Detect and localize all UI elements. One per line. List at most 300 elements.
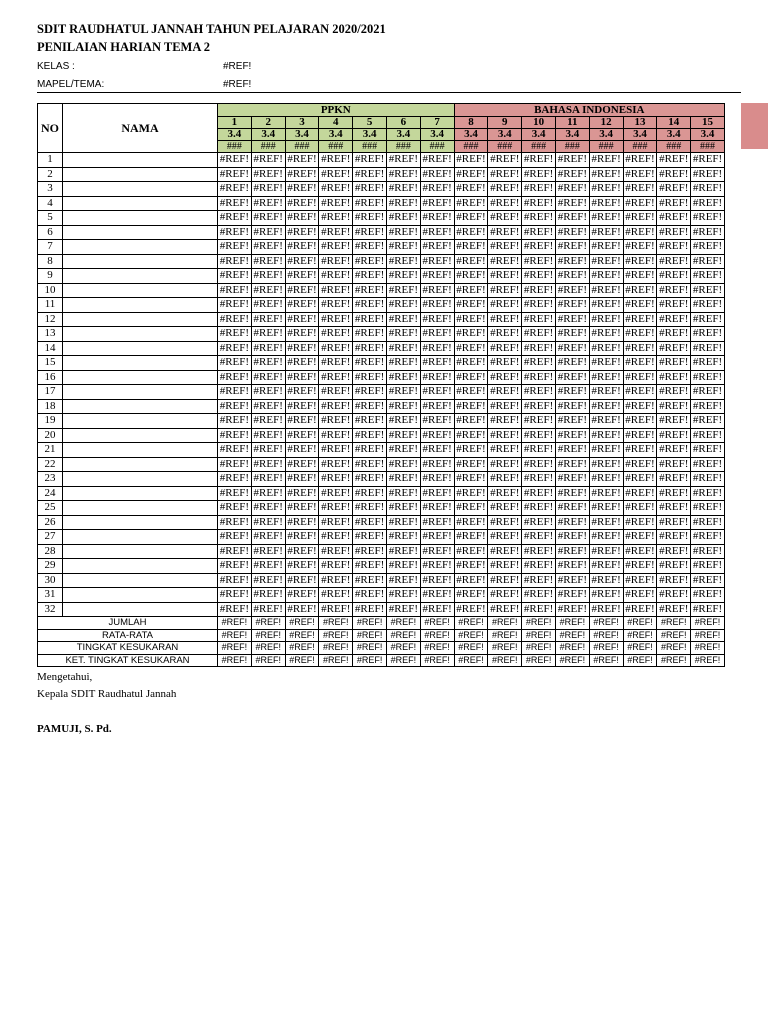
- score-cell: #REF!: [454, 167, 488, 182]
- student-name-cell: [63, 544, 218, 559]
- student-name-cell: [63, 211, 218, 226]
- score-cell: #REF!: [454, 602, 488, 617]
- row-number: 28: [38, 544, 63, 559]
- score-cell: #REF!: [555, 530, 589, 545]
- score-cell: #REF!: [623, 399, 657, 414]
- score-cell: #REF!: [353, 298, 387, 313]
- score-cell: #REF!: [386, 327, 420, 342]
- score-table: [37, 103, 725, 667]
- hash-cell: ###: [420, 141, 454, 153]
- student-name-cell: [63, 225, 218, 240]
- score-cell: #REF!: [251, 385, 285, 400]
- row-number: 10: [38, 283, 63, 298]
- summary-cell: #REF!: [319, 617, 353, 630]
- score-cell: #REF!: [319, 486, 353, 501]
- score-cell: #REF!: [691, 211, 725, 226]
- summary-cell: #REF!: [218, 654, 252, 667]
- summary-cell: #REF!: [218, 617, 252, 630]
- row-number: 26: [38, 515, 63, 530]
- row-number: 1: [38, 153, 63, 168]
- score-cell: #REF!: [285, 356, 319, 371]
- table-row: [38, 153, 725, 168]
- hash-cell: ###: [319, 141, 353, 153]
- table-row: [38, 544, 725, 559]
- score-cell: #REF!: [454, 298, 488, 313]
- row-number: 6: [38, 225, 63, 240]
- score-cell: #REF!: [218, 182, 252, 197]
- score-cell: #REF!: [319, 269, 353, 284]
- summary-cell: #REF!: [420, 654, 454, 667]
- score-cell: #REF!: [522, 530, 556, 545]
- score-cell: #REF!: [420, 573, 454, 588]
- score-cell: #REF!: [353, 341, 387, 356]
- score-cell: #REF!: [353, 486, 387, 501]
- student-name-cell: [63, 573, 218, 588]
- summary-cell: #REF!: [589, 629, 623, 642]
- summary-cell: #REF!: [251, 629, 285, 642]
- score-cell: #REF!: [218, 312, 252, 327]
- score-cell: #REF!: [623, 211, 657, 226]
- score-cell: #REF!: [522, 399, 556, 414]
- score-cell: #REF!: [691, 312, 725, 327]
- score-cell: #REF!: [623, 414, 657, 429]
- student-name-cell: [63, 501, 218, 516]
- score-cell: #REF!: [420, 370, 454, 385]
- score-cell: #REF!: [218, 385, 252, 400]
- column-number: 7: [420, 117, 454, 129]
- summary-cell: #REF!: [555, 654, 589, 667]
- score-cell: #REF!: [623, 312, 657, 327]
- score-cell: #REF!: [589, 298, 623, 313]
- score-cell: #REF!: [589, 254, 623, 269]
- score-cell: #REF!: [353, 501, 387, 516]
- table-row: [38, 428, 725, 443]
- kelas-label: KELAS :: [37, 61, 75, 72]
- table-row: [38, 385, 725, 400]
- score-cell: #REF!: [589, 196, 623, 211]
- score-cell: #REF!: [623, 443, 657, 458]
- score-cell: #REF!: [623, 283, 657, 298]
- score-cell: #REF!: [657, 414, 691, 429]
- score-cell: #REF!: [657, 486, 691, 501]
- score-cell: #REF!: [386, 356, 420, 371]
- column-number: 10: [522, 117, 556, 129]
- column-number: 12: [589, 117, 623, 129]
- score-cell: #REF!: [454, 472, 488, 487]
- score-cell: #REF!: [488, 457, 522, 472]
- score-cell: #REF!: [657, 428, 691, 443]
- student-name-cell: [63, 283, 218, 298]
- column-number: 8: [454, 117, 488, 129]
- score-cell: #REF!: [589, 515, 623, 530]
- score-cell: #REF!: [420, 211, 454, 226]
- score-cell: #REF!: [623, 428, 657, 443]
- score-cell: #REF!: [488, 588, 522, 603]
- summary-cell: #REF!: [691, 617, 725, 630]
- score-cell: #REF!: [353, 414, 387, 429]
- summary-cell: #REF!: [522, 654, 556, 667]
- score-cell: #REF!: [657, 399, 691, 414]
- student-name-cell: [63, 428, 218, 443]
- score-cell: #REF!: [623, 457, 657, 472]
- table-row: [38, 501, 725, 516]
- score-cell: #REF!: [386, 472, 420, 487]
- assessment-title: PENILAIAN HARIAN TEMA 2: [37, 40, 211, 54]
- table-row: [38, 182, 725, 197]
- table-row: [38, 573, 725, 588]
- mengetahui-text: Mengetahui,: [37, 671, 93, 683]
- score-cell: #REF!: [454, 327, 488, 342]
- score-cell: #REF!: [218, 341, 252, 356]
- column-number: 9: [488, 117, 522, 129]
- row-number: 20: [38, 428, 63, 443]
- score-cell: #REF!: [454, 544, 488, 559]
- hash-cell: ###: [386, 141, 420, 153]
- score-cell: #REF!: [488, 501, 522, 516]
- hash-cell: ###: [454, 141, 488, 153]
- summary-cell: #REF!: [386, 642, 420, 655]
- score-cell: #REF!: [454, 486, 488, 501]
- row-number: 30: [38, 573, 63, 588]
- score-cell: #REF!: [285, 399, 319, 414]
- row-number: 22: [38, 457, 63, 472]
- student-name-cell: [63, 196, 218, 211]
- score-cell: #REF!: [657, 182, 691, 197]
- score-cell: #REF!: [251, 573, 285, 588]
- score-cell: #REF!: [353, 573, 387, 588]
- table-row: [38, 588, 725, 603]
- score-cell: #REF!: [353, 356, 387, 371]
- score-cell: #REF!: [251, 153, 285, 168]
- table-row: [38, 312, 725, 327]
- student-name-cell: [63, 588, 218, 603]
- score-cell: #REF!: [488, 530, 522, 545]
- score-cell: #REF!: [589, 312, 623, 327]
- kd-label: 3.4: [691, 129, 725, 141]
- summary-cell: #REF!: [218, 642, 252, 655]
- score-cell: #REF!: [522, 472, 556, 487]
- score-cell: #REF!: [555, 414, 589, 429]
- score-cell: #REF!: [623, 240, 657, 255]
- row-number: 13: [38, 327, 63, 342]
- score-cell: #REF!: [251, 457, 285, 472]
- score-cell: #REF!: [691, 472, 725, 487]
- score-cell: #REF!: [218, 414, 252, 429]
- score-cell: #REF!: [657, 501, 691, 516]
- summary-cell: #REF!: [319, 642, 353, 655]
- score-cell: #REF!: [454, 573, 488, 588]
- score-cell: #REF!: [522, 225, 556, 240]
- table-row: [38, 283, 725, 298]
- score-cell: #REF!: [657, 602, 691, 617]
- score-cell: #REF!: [522, 240, 556, 255]
- score-cell: #REF!: [353, 167, 387, 182]
- score-cell: #REF!: [319, 588, 353, 603]
- header-divider: [37, 92, 741, 93]
- score-cell: #REF!: [251, 196, 285, 211]
- score-cell: #REF!: [522, 312, 556, 327]
- score-cell: #REF!: [386, 559, 420, 574]
- score-cell: #REF!: [657, 573, 691, 588]
- score-cell: #REF!: [353, 443, 387, 458]
- score-cell: #REF!: [386, 486, 420, 501]
- score-cell: #REF!: [657, 211, 691, 226]
- summary-row: [38, 629, 725, 642]
- summary-cell: #REF!: [623, 654, 657, 667]
- score-cell: #REF!: [555, 269, 589, 284]
- student-name-cell: [63, 370, 218, 385]
- kd-label: 3.4: [522, 129, 556, 141]
- score-cell: #REF!: [420, 298, 454, 313]
- kd-label: 3.4: [623, 129, 657, 141]
- column-number: 13: [623, 117, 657, 129]
- table-row: [38, 225, 725, 240]
- summary-cell: #REF!: [488, 654, 522, 667]
- score-cell: #REF!: [691, 399, 725, 414]
- kd-label: 3.4: [488, 129, 522, 141]
- table-row: [38, 370, 725, 385]
- score-cell: #REF!: [420, 385, 454, 400]
- score-cell: #REF!: [623, 327, 657, 342]
- summary-cell: #REF!: [319, 629, 353, 642]
- summary-cell: #REF!: [285, 642, 319, 655]
- score-cell: #REF!: [420, 457, 454, 472]
- score-cell: #REF!: [420, 240, 454, 255]
- score-cell: #REF!: [319, 385, 353, 400]
- score-cell: #REF!: [319, 472, 353, 487]
- student-name-cell: [63, 269, 218, 284]
- student-name-cell: [63, 472, 218, 487]
- score-cell: #REF!: [623, 573, 657, 588]
- score-cell: #REF!: [285, 341, 319, 356]
- summary-cell: #REF!: [386, 617, 420, 630]
- score-cell: #REF!: [657, 443, 691, 458]
- score-cell: #REF!: [555, 167, 589, 182]
- score-cell: #REF!: [555, 182, 589, 197]
- summary-label: RATA-RATA: [38, 629, 218, 642]
- score-cell: #REF!: [319, 544, 353, 559]
- score-cell: #REF!: [488, 211, 522, 226]
- score-cell: #REF!: [589, 486, 623, 501]
- student-name-cell: [63, 385, 218, 400]
- mapel-value: #REF!: [223, 79, 252, 90]
- no-header: NO: [38, 104, 63, 153]
- score-cell: #REF!: [691, 385, 725, 400]
- table-row: [38, 254, 725, 269]
- highlight-block: [741, 103, 768, 149]
- score-cell: #REF!: [285, 443, 319, 458]
- score-cell: #REF!: [319, 298, 353, 313]
- score-cell: #REF!: [251, 588, 285, 603]
- summary-cell: #REF!: [251, 642, 285, 655]
- score-cell: #REF!: [657, 530, 691, 545]
- summary-cell: #REF!: [623, 642, 657, 655]
- nama-header: NAMA: [63, 104, 218, 153]
- score-cell: #REF!: [353, 327, 387, 342]
- score-cell: #REF!: [522, 486, 556, 501]
- score-cell: #REF!: [386, 443, 420, 458]
- summary-label: TINGKAT KESUKARAN: [38, 642, 218, 655]
- summary-cell: #REF!: [386, 629, 420, 642]
- score-cell: #REF!: [589, 602, 623, 617]
- score-cell: #REF!: [420, 327, 454, 342]
- score-cell: #REF!: [555, 370, 589, 385]
- hash-cell: ###: [218, 141, 252, 153]
- score-cell: #REF!: [386, 428, 420, 443]
- score-cell: #REF!: [386, 530, 420, 545]
- score-cell: #REF!: [488, 399, 522, 414]
- mapel-label: MAPEL/TEMA:: [37, 79, 105, 90]
- score-cell: #REF!: [251, 486, 285, 501]
- summary-cell: #REF!: [420, 617, 454, 630]
- school-title: SDIT RAUDHATUL JANNAH TAHUN PELAJARAN 2020/2021: [37, 22, 386, 36]
- score-cell: #REF!: [522, 501, 556, 516]
- score-cell: #REF!: [420, 225, 454, 240]
- score-cell: #REF!: [251, 443, 285, 458]
- score-cell: #REF!: [488, 486, 522, 501]
- score-cell: #REF!: [386, 515, 420, 530]
- row-number: 16: [38, 370, 63, 385]
- score-cell: #REF!: [319, 312, 353, 327]
- summary-cell: #REF!: [285, 629, 319, 642]
- score-cell: #REF!: [589, 428, 623, 443]
- score-cell: #REF!: [353, 211, 387, 226]
- score-cell: #REF!: [454, 225, 488, 240]
- table-row: [38, 298, 725, 313]
- score-cell: #REF!: [691, 501, 725, 516]
- score-cell: #REF!: [218, 196, 252, 211]
- score-cell: #REF!: [386, 399, 420, 414]
- score-cell: #REF!: [623, 559, 657, 574]
- score-cell: #REF!: [488, 269, 522, 284]
- score-cell: #REF!: [218, 370, 252, 385]
- score-cell: #REF!: [488, 312, 522, 327]
- score-cell: #REF!: [285, 544, 319, 559]
- score-cell: #REF!: [589, 240, 623, 255]
- score-cell: #REF!: [420, 501, 454, 516]
- score-cell: #REF!: [623, 167, 657, 182]
- score-cell: #REF!: [488, 283, 522, 298]
- score-cell: #REF!: [386, 370, 420, 385]
- hash-cell: ###: [522, 141, 556, 153]
- score-cell: #REF!: [522, 269, 556, 284]
- summary-label: KET. TINGKAT KESUKARAN: [38, 654, 218, 667]
- score-cell: #REF!: [386, 341, 420, 356]
- score-cell: #REF!: [285, 167, 319, 182]
- summary-cell: #REF!: [657, 654, 691, 667]
- score-cell: #REF!: [522, 196, 556, 211]
- column-number: 3: [285, 117, 319, 129]
- row-number: 31: [38, 588, 63, 603]
- score-cell: #REF!: [589, 225, 623, 240]
- row-number: 2: [38, 167, 63, 182]
- score-cell: #REF!: [319, 211, 353, 226]
- group-header-ppkn: PPKN: [218, 104, 455, 117]
- table-row: [38, 472, 725, 487]
- score-cell: #REF!: [657, 312, 691, 327]
- score-cell: #REF!: [522, 414, 556, 429]
- score-cell: #REF!: [657, 254, 691, 269]
- summary-cell: #REF!: [251, 617, 285, 630]
- score-cell: #REF!: [218, 399, 252, 414]
- student-name-cell: [63, 341, 218, 356]
- score-cell: #REF!: [488, 167, 522, 182]
- score-cell: #REF!: [691, 457, 725, 472]
- score-cell: #REF!: [319, 327, 353, 342]
- row-number: 24: [38, 486, 63, 501]
- score-cell: #REF!: [589, 283, 623, 298]
- score-cell: #REF!: [555, 428, 589, 443]
- score-cell: #REF!: [522, 254, 556, 269]
- score-cell: #REF!: [657, 167, 691, 182]
- table-row: [38, 211, 725, 226]
- score-cell: #REF!: [386, 501, 420, 516]
- score-cell: #REF!: [218, 515, 252, 530]
- kd-label: 3.4: [218, 129, 252, 141]
- score-cell: #REF!: [420, 182, 454, 197]
- row-number: 18: [38, 399, 63, 414]
- score-cell: #REF!: [454, 530, 488, 545]
- row-number: 32: [38, 602, 63, 617]
- kd-label: 3.4: [555, 129, 589, 141]
- score-cell: #REF!: [386, 196, 420, 211]
- score-cell: #REF!: [454, 341, 488, 356]
- score-cell: #REF!: [353, 269, 387, 284]
- score-cell: #REF!: [454, 211, 488, 226]
- score-cell: #REF!: [589, 327, 623, 342]
- score-cell: #REF!: [319, 153, 353, 168]
- score-cell: #REF!: [454, 196, 488, 211]
- score-cell: #REF!: [251, 225, 285, 240]
- score-cell: #REF!: [657, 457, 691, 472]
- score-cell: #REF!: [623, 472, 657, 487]
- score-cell: #REF!: [691, 370, 725, 385]
- score-cell: #REF!: [691, 544, 725, 559]
- score-cell: #REF!: [420, 544, 454, 559]
- score-cell: #REF!: [488, 414, 522, 429]
- score-cell: #REF!: [488, 443, 522, 458]
- score-cell: #REF!: [657, 559, 691, 574]
- score-cell: #REF!: [623, 602, 657, 617]
- score-cell: #REF!: [623, 370, 657, 385]
- score-cell: #REF!: [285, 573, 319, 588]
- score-cell: #REF!: [386, 240, 420, 255]
- score-cell: #REF!: [386, 167, 420, 182]
- score-cell: #REF!: [589, 167, 623, 182]
- score-cell: #REF!: [285, 385, 319, 400]
- score-cell: #REF!: [522, 182, 556, 197]
- student-name-cell: [63, 414, 218, 429]
- score-cell: #REF!: [386, 588, 420, 603]
- score-cell: #REF!: [623, 269, 657, 284]
- score-cell: #REF!: [218, 544, 252, 559]
- column-number: 6: [386, 117, 420, 129]
- score-cell: #REF!: [555, 486, 589, 501]
- score-cell: #REF!: [285, 211, 319, 226]
- score-cell: #REF!: [285, 298, 319, 313]
- summary-cell: #REF!: [555, 617, 589, 630]
- score-cell: #REF!: [454, 370, 488, 385]
- score-cell: #REF!: [285, 312, 319, 327]
- score-cell: #REF!: [522, 327, 556, 342]
- score-cell: #REF!: [522, 428, 556, 443]
- score-cell: #REF!: [386, 312, 420, 327]
- summary-cell: #REF!: [589, 642, 623, 655]
- group-header-bahasa-indonesia: BAHASA INDONESIA: [454, 104, 724, 117]
- score-cell: #REF!: [657, 356, 691, 371]
- row-number: 29: [38, 559, 63, 574]
- score-cell: #REF!: [319, 399, 353, 414]
